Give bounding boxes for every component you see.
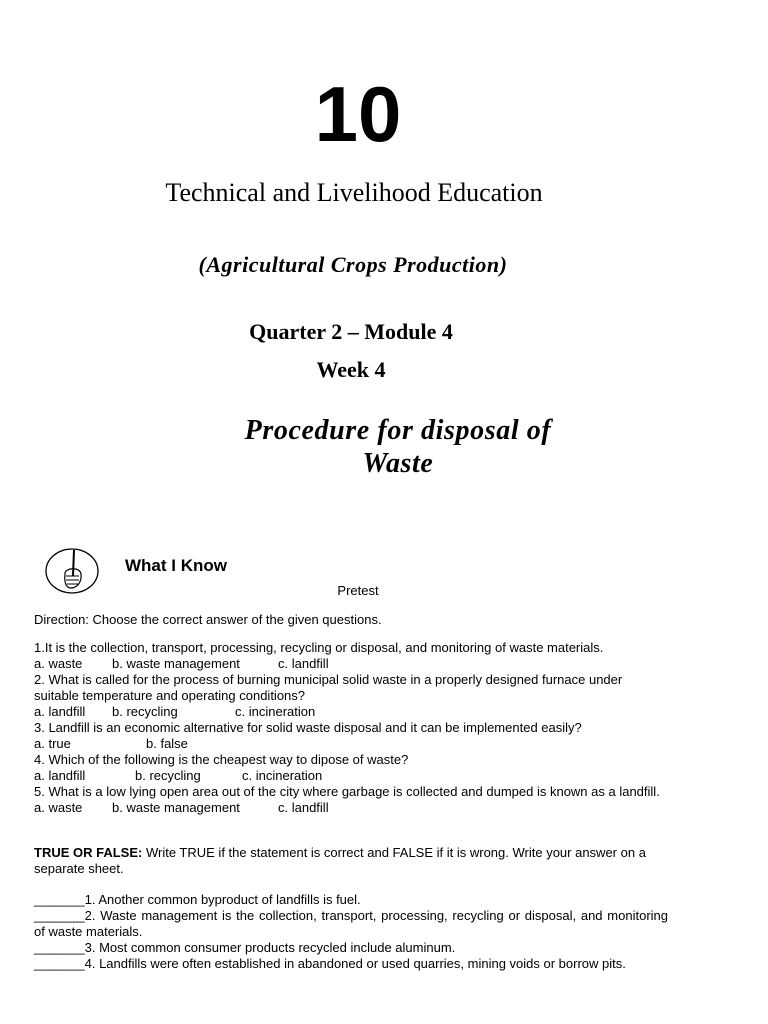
week-label: Week 4	[316, 357, 386, 382]
subject-title: Technical and Livelihood Education	[165, 178, 543, 207]
choice-option: a. landfill	[34, 768, 86, 783]
choice-option: a. true	[34, 736, 71, 751]
question-text: 2. What is called for the process of burning municipal solid waste in a properly designed furnace under suitable temperature and operating conditions?	[34, 672, 623, 703]
choice-option: a. waste	[34, 800, 83, 815]
choice-option: c. landfill	[278, 656, 329, 671]
question-choices	[34, 768, 668, 784]
choice-option: b. waste management	[112, 800, 240, 815]
question-item	[34, 752, 668, 784]
true-false-list	[34, 892, 668, 972]
question-choices	[34, 656, 668, 672]
true-false-instruction-text: Write TRUE if the statement is correct and FALSE if it is wrong. Write your answer on a separate sheet.	[34, 845, 646, 876]
true-false-item: _______3. Most common consumer products recycled include aluminum.	[34, 940, 456, 955]
question-item	[34, 784, 668, 816]
question-choices	[34, 800, 668, 816]
topic-title-line-2: Waste	[362, 448, 434, 479]
quarter-module: Quarter 2 – Module 4	[249, 319, 453, 344]
true-false-item: _______4. Landfills were often established in abandoned or used quarries, mining voids or borrow pits.	[34, 956, 626, 971]
grade-number: 10	[314, 70, 402, 158]
question-text: 5. What is a low lying open area out of the city where garbage is collected and dumped is known as a landfill.	[34, 784, 660, 799]
question-choices	[34, 736, 668, 752]
question-text: 4. Which of the following is the cheapest way to dipose of waste?	[34, 752, 409, 767]
choice-option: b. waste management	[112, 656, 240, 671]
question-item	[34, 720, 668, 752]
question-choices	[34, 704, 668, 720]
topic-title-line-1: Procedure for disposal of	[244, 415, 552, 446]
true-false-label: TRUE OR FALSE:	[34, 845, 143, 860]
choice-option: b. recycling	[112, 704, 178, 719]
choice-option: a. waste	[34, 656, 83, 671]
choice-option: a. landfill	[34, 704, 86, 719]
choice-option: b. recycling	[135, 768, 201, 783]
direction-text: Direction: Choose the correct answer of the given questions.	[34, 612, 382, 627]
topic-title	[170, 414, 626, 480]
pretest-label: Pretest	[337, 583, 379, 598]
choice-option: c. incineration	[242, 768, 323, 783]
question-item	[34, 672, 668, 720]
choice-option: c. incineration	[235, 704, 316, 719]
choice-option: b. false	[146, 736, 188, 751]
true-false-item: _______1. Another common byproduct of landfills is fuel.	[34, 892, 361, 907]
question-text: 3. Landfill is an economic alternative for solid waste disposal and it can be implemented easily?	[34, 720, 582, 735]
choice-option: c. landfill	[278, 800, 329, 815]
true-false-item: _______2. Waste management is the collection, transport, processing, recycling or disposal, and monitoring of waste materials.	[34, 908, 668, 939]
question-text: 1.It is the collection, transport, processing, recycling or disposal, and monitoring of waste materials.	[34, 640, 604, 655]
strand-title: (Agricultural Crops Production)	[198, 252, 508, 277]
true-false-instruction	[34, 845, 668, 877]
section-title: What I Know	[125, 556, 227, 575]
question-item	[34, 640, 668, 672]
question-list	[34, 640, 668, 816]
